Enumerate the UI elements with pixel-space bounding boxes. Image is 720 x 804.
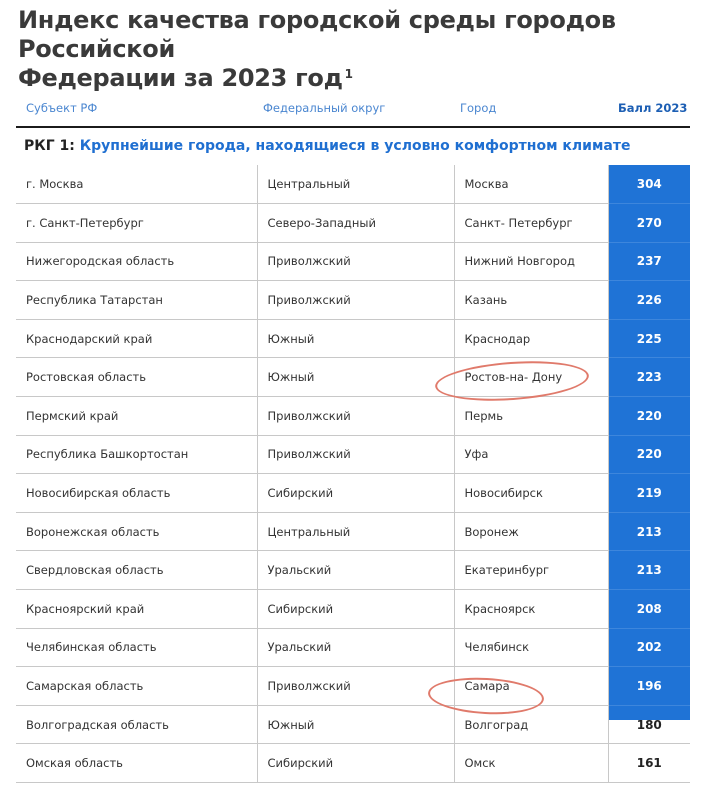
table-row: [16, 551, 690, 590]
cell-city: Челябинск: [454, 628, 608, 667]
cell-district: Северо-Западный: [257, 204, 454, 243]
cell-score: 213: [608, 512, 690, 551]
cell-score: 219: [608, 474, 690, 513]
cell-region: Самарская область: [16, 667, 257, 706]
cell-city: Омск: [454, 744, 608, 783]
table-row: [16, 319, 690, 358]
cell-region: Нижегородская область: [16, 242, 257, 281]
cell-score: 225: [608, 319, 690, 358]
table-row: [16, 281, 690, 320]
header-score: Балл 2023: [618, 101, 688, 115]
cell-score: 220: [608, 435, 690, 474]
cell-score: 220: [608, 397, 690, 436]
cell-district: Приволжский: [257, 242, 454, 281]
header-region: Субъект РФ: [26, 101, 98, 115]
ranking-table: [16, 165, 690, 783]
cell-district: Уральский: [257, 628, 454, 667]
cell-district: Уральский: [257, 551, 454, 590]
cell-score: 208: [608, 590, 690, 629]
table-row: [16, 628, 690, 667]
cell-district: Приволжский: [257, 435, 454, 474]
cell-city: Пермь: [454, 397, 608, 436]
cell-city: Уфа: [454, 435, 608, 474]
cell-city: Самара: [454, 667, 608, 706]
cell-score: 161: [608, 744, 690, 783]
cell-region: Омская область: [16, 744, 257, 783]
table-row: [16, 397, 690, 436]
cell-district: Сибирский: [257, 590, 454, 629]
cell-city: Санкт- Петербург: [454, 204, 608, 243]
cell-region: Новосибирская область: [16, 474, 257, 513]
cell-score: 226: [608, 281, 690, 320]
cell-district: Приволжский: [257, 397, 454, 436]
cell-city: Краснодар: [454, 319, 608, 358]
title-line-1: Индекс качества городской среды городов Российской: [18, 6, 616, 63]
cell-region: г. Москва: [16, 165, 257, 204]
ranking-table-body: [16, 165, 690, 783]
cell-region: Республика Башкортостан: [16, 435, 257, 474]
cell-region: Волгоградская область: [16, 705, 257, 744]
cell-district: Южный: [257, 319, 454, 358]
cell-region: Челябинская область: [16, 628, 257, 667]
table-row: [16, 474, 690, 513]
cell-city: Ростов-на- Дону: [454, 358, 608, 397]
title-line-2: [18, 64, 708, 93]
table-row: [16, 242, 690, 281]
header-district: Федеральный округ: [263, 101, 386, 115]
cell-district: Приволжский: [257, 281, 454, 320]
title-footnote: 1: [344, 67, 353, 81]
cell-region: Республика Татарстан: [16, 281, 257, 320]
table-row: [16, 512, 690, 551]
group-divider: [16, 126, 690, 128]
table-row: [16, 204, 690, 243]
table-row: [16, 705, 690, 744]
cell-district: Сибирский: [257, 474, 454, 513]
cell-region: Свердловская область: [16, 551, 257, 590]
cell-district: Центральный: [257, 512, 454, 551]
table-row: [16, 667, 690, 706]
cell-city: Воронеж: [454, 512, 608, 551]
cell-score: 237: [608, 242, 690, 281]
cell-district: Южный: [257, 705, 454, 744]
cell-region: Ростовская область: [16, 358, 257, 397]
cell-region: Краснодарский край: [16, 319, 257, 358]
cell-city: Казань: [454, 281, 608, 320]
cell-region: Пермский край: [16, 397, 257, 436]
cell-region: г. Санкт-Петербург: [16, 204, 257, 243]
table-row: [16, 358, 690, 397]
page-title: [18, 6, 708, 93]
table-row: [16, 435, 690, 474]
group-title: [24, 138, 630, 154]
cell-city: Волгоград: [454, 705, 608, 744]
cell-score: 202: [608, 628, 690, 667]
cell-district: Центральный: [257, 165, 454, 204]
cell-score: 196: [608, 667, 690, 706]
cell-score: 213: [608, 551, 690, 590]
cell-score: 304: [608, 165, 690, 204]
cell-score: 270: [608, 204, 690, 243]
cell-city: Красноярск: [454, 590, 608, 629]
cell-score: 180: [608, 705, 690, 744]
cell-district: Южный: [257, 358, 454, 397]
title-line-2-text: Федерации за 2023 год: [18, 64, 343, 92]
table-row: [16, 744, 690, 783]
header-city: Город: [460, 101, 497, 115]
group-code: РКГ 1:: [24, 138, 75, 154]
cell-score: 223: [608, 358, 690, 397]
table-row: [16, 590, 690, 629]
group-description: Крупнейшие города, находящиеся в условно комфортном климате: [79, 138, 631, 154]
table-row: [16, 165, 690, 204]
cell-city: Новосибирск: [454, 474, 608, 513]
cell-district: Сибирский: [257, 744, 454, 783]
cell-city: Москва: [454, 165, 608, 204]
cell-region: Красноярский край: [16, 590, 257, 629]
table-header: [0, 101, 720, 117]
cell-city: Екатеринбург: [454, 551, 608, 590]
cell-region: Воронежская область: [16, 512, 257, 551]
cell-district: Приволжский: [257, 667, 454, 706]
cell-city: Нижний Новгород: [454, 242, 608, 281]
